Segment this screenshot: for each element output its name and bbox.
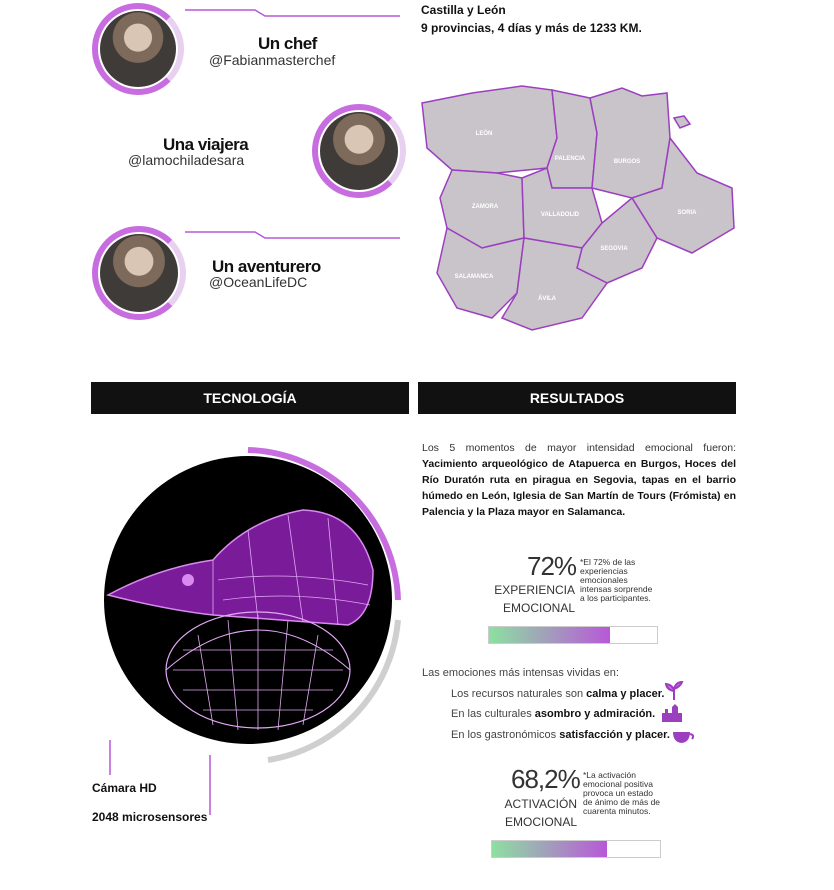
- chef-avatar: [100, 11, 176, 87]
- emotion-result: asombro y admiración.: [534, 708, 656, 720]
- emotional-experience-value: 72%: [527, 551, 577, 581]
- emotions-intro: Las emociones más intensas vividas en:: [422, 667, 619, 679]
- map-treviño: [674, 116, 690, 128]
- profile-title: Un aventurero: [212, 257, 321, 276]
- camera-spec: Cámara HD: [92, 781, 157, 795]
- emotion-row: [451, 729, 670, 741]
- profile-handle: @OceanLifeDC: [209, 274, 308, 290]
- profile-handle: @Fabianmasterchef: [209, 52, 336, 68]
- results-intro: Los 5 momentos de mayor intensidad emocional fueron:: [422, 442, 736, 454]
- emotional-activation-label: [482, 797, 577, 830]
- emotion-context: En los gastronómicos: [451, 729, 557, 741]
- stat-label-line: EXPERIENCIA: [494, 583, 575, 597]
- emotional-activation-value: 68,2%: [511, 764, 580, 794]
- emotional-activation-bar: [491, 840, 661, 858]
- map-label-burgos: BURGOS: [613, 159, 641, 165]
- map-province-burgos: [590, 88, 670, 198]
- results-highlights: Yacimiento arqueológico de Atapuerca en Burgos, Hoces del Río Duratón ruta en piragua en Segovia, tapas en el barrio húmedo en León, Iglesia de San Martín de Tours (Frómista) en Palencia y la Plaza mayor en Salamanca.: [422, 458, 736, 518]
- results-header: RESULTADOS: [418, 382, 736, 414]
- emotion-row: [451, 708, 655, 720]
- bar-fill: [489, 627, 610, 643]
- emotional-experience-label: [480, 583, 575, 616]
- emotion-row: [451, 688, 664, 700]
- plant-icon: [662, 681, 686, 701]
- map-label-zamora: ZAMORA: [471, 204, 499, 210]
- provinces-map: [412, 78, 742, 338]
- map-label-palencia: PALENCIA: [554, 156, 586, 162]
- route-summary: 9 provincias, 4 días y más de 1233 KM.: [421, 21, 642, 35]
- emotional-experience-bar: [488, 626, 658, 644]
- route-region: Castilla y León: [421, 3, 506, 17]
- profile-title: Una viajera: [163, 135, 249, 154]
- technology-header: TECNOLOGÍA: [91, 382, 409, 414]
- emotion-context: En las culturales: [451, 708, 532, 720]
- map-label-salamanca: SALAMANCA: [454, 274, 494, 280]
- map-label-segovia: SEGOVIA: [600, 246, 628, 252]
- bowl-icon: [670, 726, 696, 746]
- emotion-result: calma y placer.: [586, 688, 665, 700]
- profile-handle: @lamochiladesara: [128, 152, 245, 168]
- results-paragraph: [422, 440, 736, 520]
- emotional-activation-note: *La activación emocional positiva provoca un estado de ánimo de más de cuarenta minutos.: [583, 770, 661, 816]
- traveler-avatar: [320, 112, 398, 190]
- map-province-leon: [422, 86, 557, 173]
- map-label-leon: LEÓN: [475, 131, 493, 137]
- stat-label-line: EMOCIONAL: [504, 815, 577, 829]
- adventurer-avatar: [100, 234, 178, 312]
- tech-callout-lines: [100, 740, 230, 820]
- sensor-cap-illustration: [88, 440, 408, 780]
- sensors-spec: 2048 microsensores: [92, 810, 208, 824]
- profile-title: Un chef: [258, 34, 317, 53]
- map-label-soria: SORIA: [677, 210, 697, 216]
- emotion-result: satisfacción y placer.: [559, 729, 670, 741]
- emotion-context: Los recursos naturales son: [451, 688, 584, 700]
- map-label-valladolid: VALLADOLID: [540, 212, 580, 218]
- bar-fill: [492, 841, 607, 857]
- monument-icon: [660, 703, 684, 723]
- stat-label-line: EMOCIONAL: [502, 601, 575, 615]
- stat-label-line: ACTIVACIÓN: [504, 797, 577, 811]
- map-label-avila: ÁVILA: [538, 296, 556, 302]
- emotional-experience-note: *El 72% de las experiencias emocionales intensas sorprende a los participantes.: [580, 557, 653, 603]
